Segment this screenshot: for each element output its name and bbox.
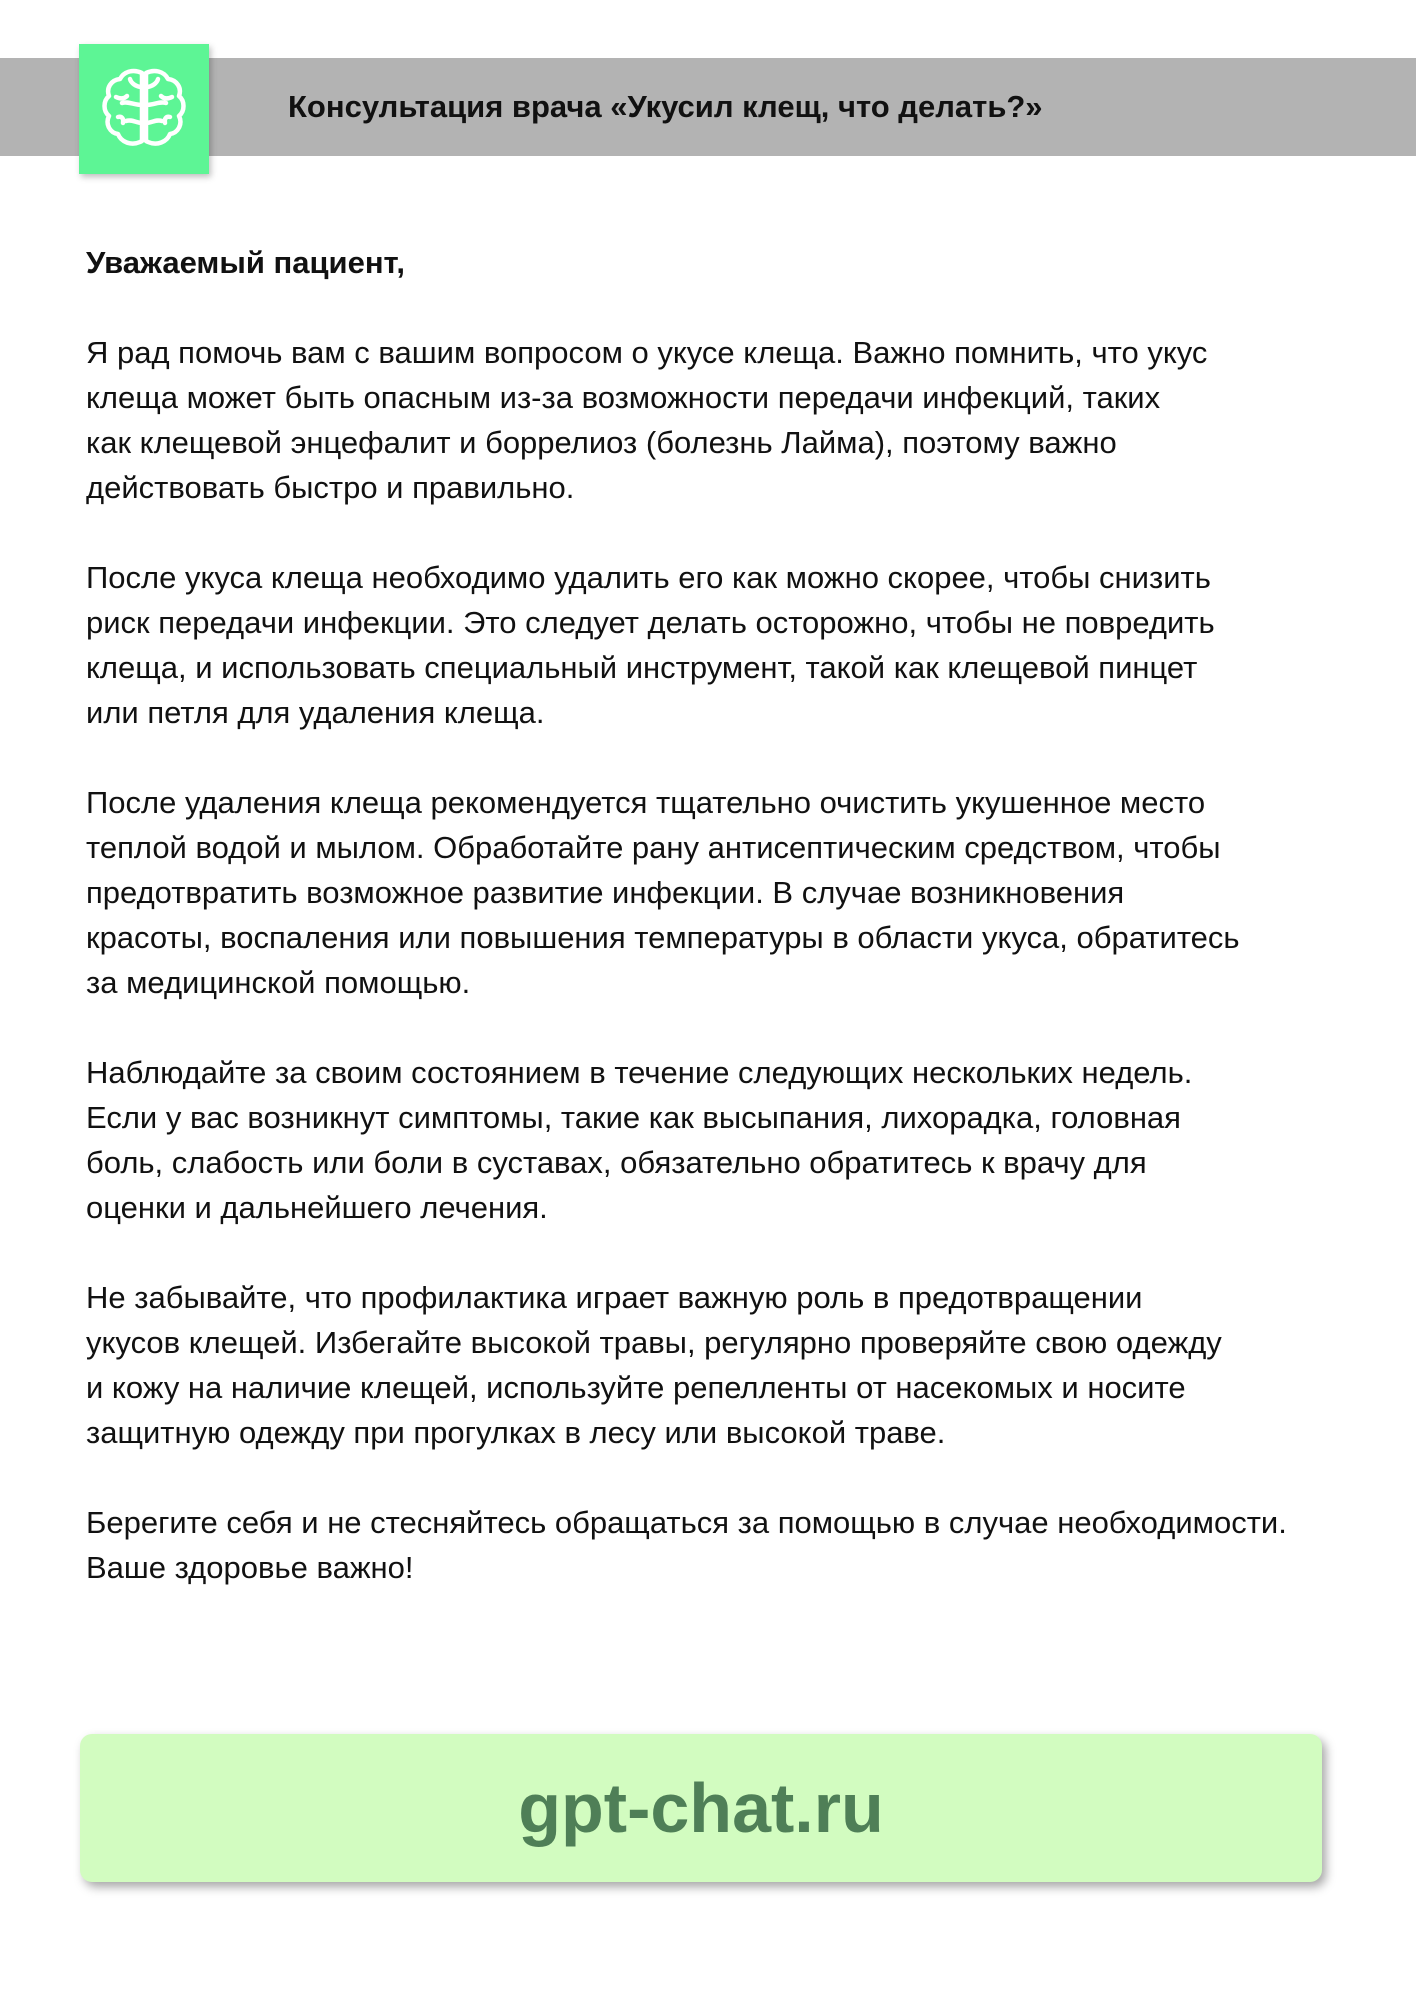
footer-banner[interactable] xyxy=(80,1734,1322,1882)
site-link[interactable]: gpt-chat.ru xyxy=(518,1769,884,1847)
paragraph: После удаления клеща рекомендуется тщательно очистить укушенное место теплой водой и мылом. Обработайте рану антисептическим средством, чтобы предотвратить возможное развитие инфекции. В случае возникновения красоты, воспаления или повышения температуры в области укуса, обратитесь за медицинской помощью. xyxy=(86,785,1240,1000)
paragraph: Берегите себя и не стесняйтесь обращаться за помощью в случае необходимости. Ваше здоровье важно! xyxy=(86,1505,1287,1585)
logo xyxy=(79,44,209,174)
paragraph: Я рад помочь вам с вашим вопросом о укусе клеща. Важно помнить, что укус клеща может быть опасным из-за возможности передачи инфекций, таких как клещевой энцефалит и боррелиоз (болезнь Лайма), поэтому важно действовать быстро и правильно. xyxy=(86,335,1208,505)
page-title: Консультация врача «Укусил клещ, что делать?» xyxy=(288,89,1043,124)
paragraph: Не забывайте, что профилактика играет важную роль в предотвращении укусов клещей. Избегайте высокой травы, регулярно проверяйте свою одежду и кожу на наличие клещей, используйте репелленты от насекомых и носите защитную одежду при прогулках в лесу или высокой траве. xyxy=(86,1280,1222,1450)
paragraph: После укуса клеща необходимо удалить его как можно скорее, чтобы снизить риск передачи инфекции. Это следует делать осторожно, чтобы не повредить клеща, и использовать специальный инструмент, такой как клещевой пинцет или петля для удаления клеща. xyxy=(86,560,1215,730)
greeting: Уважаемый пациент, xyxy=(86,245,406,280)
paragraph: Наблюдайте за своим состоянием в течение следующих нескольких недель. Если у вас возникнут симптомы, такие как высыпания, лихорадка, головная боль, слабость или боли в суставах, обязательно обратитесь к врачу для оценки и дальнейшего лечения. xyxy=(86,1055,1193,1225)
brain-icon xyxy=(96,61,192,157)
letter-body xyxy=(86,240,1406,1635)
